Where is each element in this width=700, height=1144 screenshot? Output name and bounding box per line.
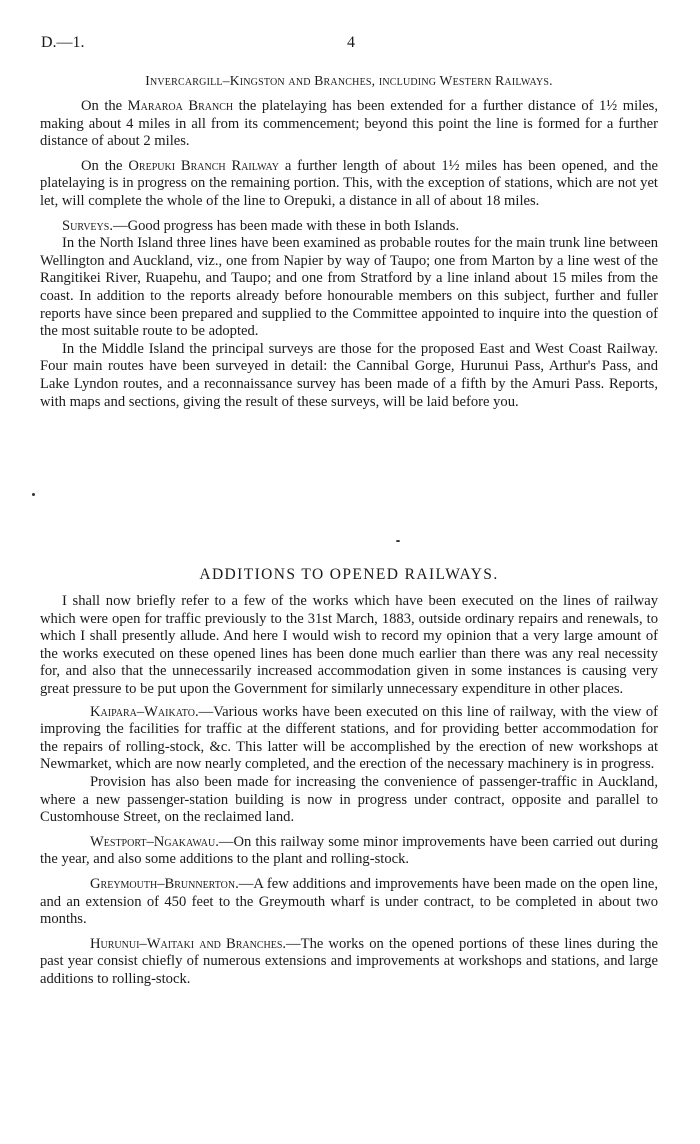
paragraph-subject: Hurunui–Waitaki and Branches (90, 935, 283, 952)
paper-speck (396, 540, 400, 542)
paragraph-subject: Greymouth–Brunnerton (90, 875, 236, 892)
paragraph-hurunui-waitaki: Hurunui–Waitaki and Branches.—The works on the opened portions of these lines during the past year consist chiefly of numerous extensions and improvements at workshops and stations, and large additions to rolling-stock. (40, 935, 658, 987)
paragraph-subject: Surveys (62, 217, 110, 234)
document-reference: D.—1. (41, 34, 85, 51)
paragraph-kaipara-waikato: Kaipara–Waikato.—Various works have been executed on this line of railway, with the view of improving the facilities for traffic at the different stations, and for providing better accommodation for the repairs of rolling-stock, &c. This latter will be accomplished by the erection of new workshops at Newmarket, which are now nearly completed, and the erection of the necessary machinery is in progress. (40, 703, 658, 773)
paragraph-westport-ngakawau: Westport–Ngakawau.—On this railway some minor improvements have been carried out during the year, and also some additions to the plant and rolling-stock. (40, 833, 658, 868)
paragraph-greymouth-brunnerton: Greymouth–Brunnerton.—A few additions and improvements have been made on the open line, and an extension of 450 feet to the Greymouth wharf is under contract, to be completed in about two months. (40, 875, 658, 928)
paragraph-middle-island: In the Middle Island the principal surveys are those for the proposed East and West Coast Railway. Four main routes have been surveyed in detail: the Cannibal Gorge, Hurunui Pass, Arthur's Pass, and Lake Lyndon routes, and a reconnaissance survey has been made of a fifth by the Amuri Pass. Reports, with maps and sections, giving the result of these surveys, will be laid before you. (40, 340, 658, 410)
page-header (41, 34, 659, 58)
paper-speck (32, 493, 35, 496)
section-heading-invercargill: Invercargill–Kingston and Branches, including Western Railways. (145, 73, 553, 88)
section-invercargill-body (40, 98, 658, 411)
paragraph-mararoa: On the Mararoa Branch the platelaying has been extended for a further distance of 1½ miles, making about 4 miles in all from its commencement; beyond this point the line is formed for a further distance of about 2 miles. (40, 98, 658, 150)
paragraph-introduction: I shall now briefly refer to a few of the works which have been executed on the lines of railway which were open for traffic previously to the 31st March, 1883, outside ordinary repairs and renewals, to which I shall presently allude. And here I would wish to record my opinion that a very large amount of the works executed on these opened lines has been done much earlier than there was any real necessity for, and also that the unnecessarily increased accommodation given in some instances is causing very great pressure to be put upon the Government for similarly unnecessary expenditure in other places. (40, 593, 658, 697)
paragraph-orepuki: On the Orepuki Branch Railway a further length of about 1½ miles has been opened, and the platelaying is in progress on the remaining portion. This, with the exception of stations, which are not yet let, will complete the whole of the line to Orepuki, a distance in all of about 18 miles. (40, 157, 658, 209)
section-additions-body (40, 593, 658, 988)
paragraph-subject: Mararoa Branch (127, 98, 234, 114)
paragraph-north-island: In the North Island three lines have been examined as probable routes for the main trunk line between Wellington and Auckland, viz., one from Napier by way of Taupo; one from Marton by a line west of the Rangitikei River, Ruapehu, and Taupo; and one from Stratford by a line inland about 15 miles from the coast. In addition to the reports already before honourable members on this subject, further and fuller reports have since been prepared and supplied to the Committee appointed to inquire into the question of the most suitable route to be adopted. (40, 235, 658, 340)
paragraph-subject: Kaipara–Waikato (90, 703, 195, 720)
paragraph-subject: Westport–Ngakawau (90, 833, 216, 850)
paragraph-subject: Orepuki Branch Railway (128, 157, 279, 174)
section-heading-additions: ADDITIONS TO OPENED RAILWAYS. (199, 566, 499, 583)
paragraph-surveys: Surveys.—Good progress has been made with these in both Islands. (62, 217, 460, 234)
paragraph-auckland-station: Provision has also been made for increasing the convenience of passenger-traffic in Auckland, where a new passenger-station building is now in progress under contract, opposite and parallel to Customhouse Street, on the reclaimed land. (40, 773, 658, 826)
page-number: 4 (347, 34, 355, 51)
